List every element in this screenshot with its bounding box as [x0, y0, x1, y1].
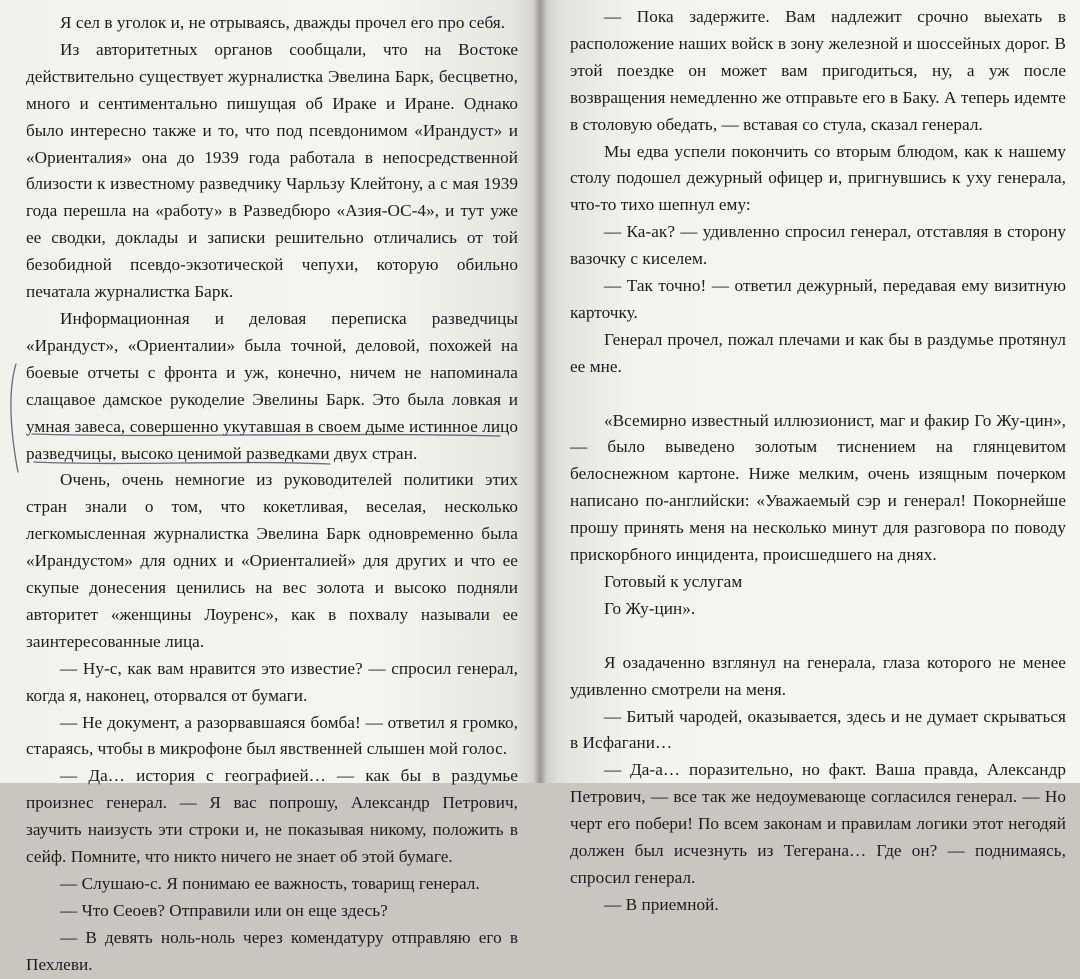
left-paragraph-8: — Слушаю-с. Я понимаю ее важность, товарищ генерал. — [60, 874, 480, 893]
pencil-margin-bracket — [2, 360, 26, 480]
right-page — [540, 0, 1080, 914]
right-paragraph-9: — В приемной. — [604, 894, 719, 914]
right-paragraph-4: — Так точно! — ответил дежурный, передавая ему визитную карточку. — [570, 276, 1066, 322]
right-paragraph-8: — Да-а… поразительно, но факт. Ваша правда, Александр Петрович, — все так же недоумевающе согласился генерал. — Но черт его побери! По всем законам и правилам логики этот негодяй должен был исчезнуть из Тегерана… Где он? — поднимаясь, спросил генерал. — [570, 760, 1066, 887]
right-paragraph-1: — Пока задержите. Вам надлежит срочно выехать в расположение наших войск в зону железной и шоссейных дорог. В этой поездке он может вам пригодиться, ну, а уж после возвращения немедленно же отправьте его в Баку. А теперь идемте в столовую обедать, — вставая со стула, сказал генерал. — [570, 7, 1066, 134]
right-paragraph-7: — Битый чародей, оказывается, здесь и не думает скрываться в Исфагани… — [570, 706, 1066, 753]
card-signature-line-2: Го Жу-цин». — [604, 598, 696, 618]
left-paragraph-6: — Не документ, а разорвавшаяся бомба! — ответил я громко, стараясь, чтобы в микрофоне был явственней слышен мой голос. — [26, 712, 518, 759]
right-paragraph-6: Я озадаченно взглянул на генерала, глаза которого не менее удивленно смотрели на меня. — [570, 652, 1066, 699]
left-paragraph-2: Из авторитетных органов сообщали, что на Востоке действительно существует журналистка Эвелина Барк, бесцветно, много и сентиментально пишущая об Ираке и Иране. Однако было интересно также и то, что под псевдонимом «Ирандуст» и «Ориенталия» она до 1939 года работала в непосредственной близости к известному разведчику Чарльзу Клейтону, а с мая 1939 года перешла на «работу» в Разведбюро «Азия-ОС-4», и тут уже ее сводки, доклады и записки решительно отличались от той безобидной псевдо-экзотической чепухи, которую обильно печатала журналистка Барк. — [26, 39, 518, 302]
left-paragraph-1: Я сел в уголок и, не отрываясь, дважды прочел его про себя. — [60, 13, 506, 32]
left-page — [0, 0, 540, 974]
right-paragraph-2: Мы едва успели покончить со вторым блюдом, как к нашему столу подошел дежурный офицер и, пригнувшись к уху генерала, что-то тихо шепнул ему: — [570, 141, 1066, 215]
left-paragraph-3: Информационная и деловая переписка разведчицы «Ирандуст», «Ориенталии» была точной, деловой, похожей на боевые отчеты с фронта и уж, конечно, ничем не напоминала слащавое дамское рукоделие Эвелины Барк. Это была ловкая и умная завеса, совершенно укутавшая в своем дыме истинное лицо разведчицы, высоко ценимой разведками двух стран. — [26, 308, 518, 463]
card-signature-line-1: Готовый к услугам — [604, 572, 743, 592]
visiting-card-text: «Всемирно известный иллюзионист, маг и факир Го Жу-цин», — было выведено золотым тиснением на глянцевитом белоснежном картоне. Ниже мелким, очень изящным почерком написано по-английски: «Уважаемый сэр и генерал! Покорнейше прошу принять меня на несколько минут для разговора по поводу прискорбного инцидента, происшедшего на днях. — [570, 410, 1066, 565]
left-paragraph-7: — Да… история с географией… — как бы в раздумье произнес генерал. — Я вас попрошу, Александр Петрович, заучить наизусть эти строки и, не показывая никому, положить в сейф. Помните, что никто ничего не знает об этой бумаге. — [26, 766, 518, 867]
section-gap — [570, 381, 1066, 408]
left-paragraph-10: — В девять ноль-ноль через комендатуру отправляю его в Пехлеви. — [26, 927, 518, 974]
section-gap — [570, 623, 1066, 650]
left-paragraph-4: Очень, очень немногие из руководителей политики этих стран знали о том, что кокетливая, веселая, несколько легкомысленная журналистка Эвелина Барк одновременно была «Ирандустом» для одних и «Ориенталией» для других и что ее скупые донесения ценились на вес золота и высоко подняли авторитет «женщины Лоуренс», как в похвалу называли ее заинтересованные лица. — [26, 470, 518, 651]
right-paragraph-5: Генерал прочел, пожал плечами и как бы в раздумье протянул ее мне. — [570, 329, 1066, 376]
left-paragraph-9: — Что Сеоев? Отправили или он еще здесь? — [60, 900, 388, 920]
left-paragraph-5: — Ну-с, как вам нравится это известие? — спросил генерал, когда я, наконец, оторвался от бумаги. — [26, 658, 518, 705]
right-paragraph-3: — Ка-ак? — удивленно спросил генерал, отставляя в сторону вазочку с киселем. — [570, 222, 1066, 269]
